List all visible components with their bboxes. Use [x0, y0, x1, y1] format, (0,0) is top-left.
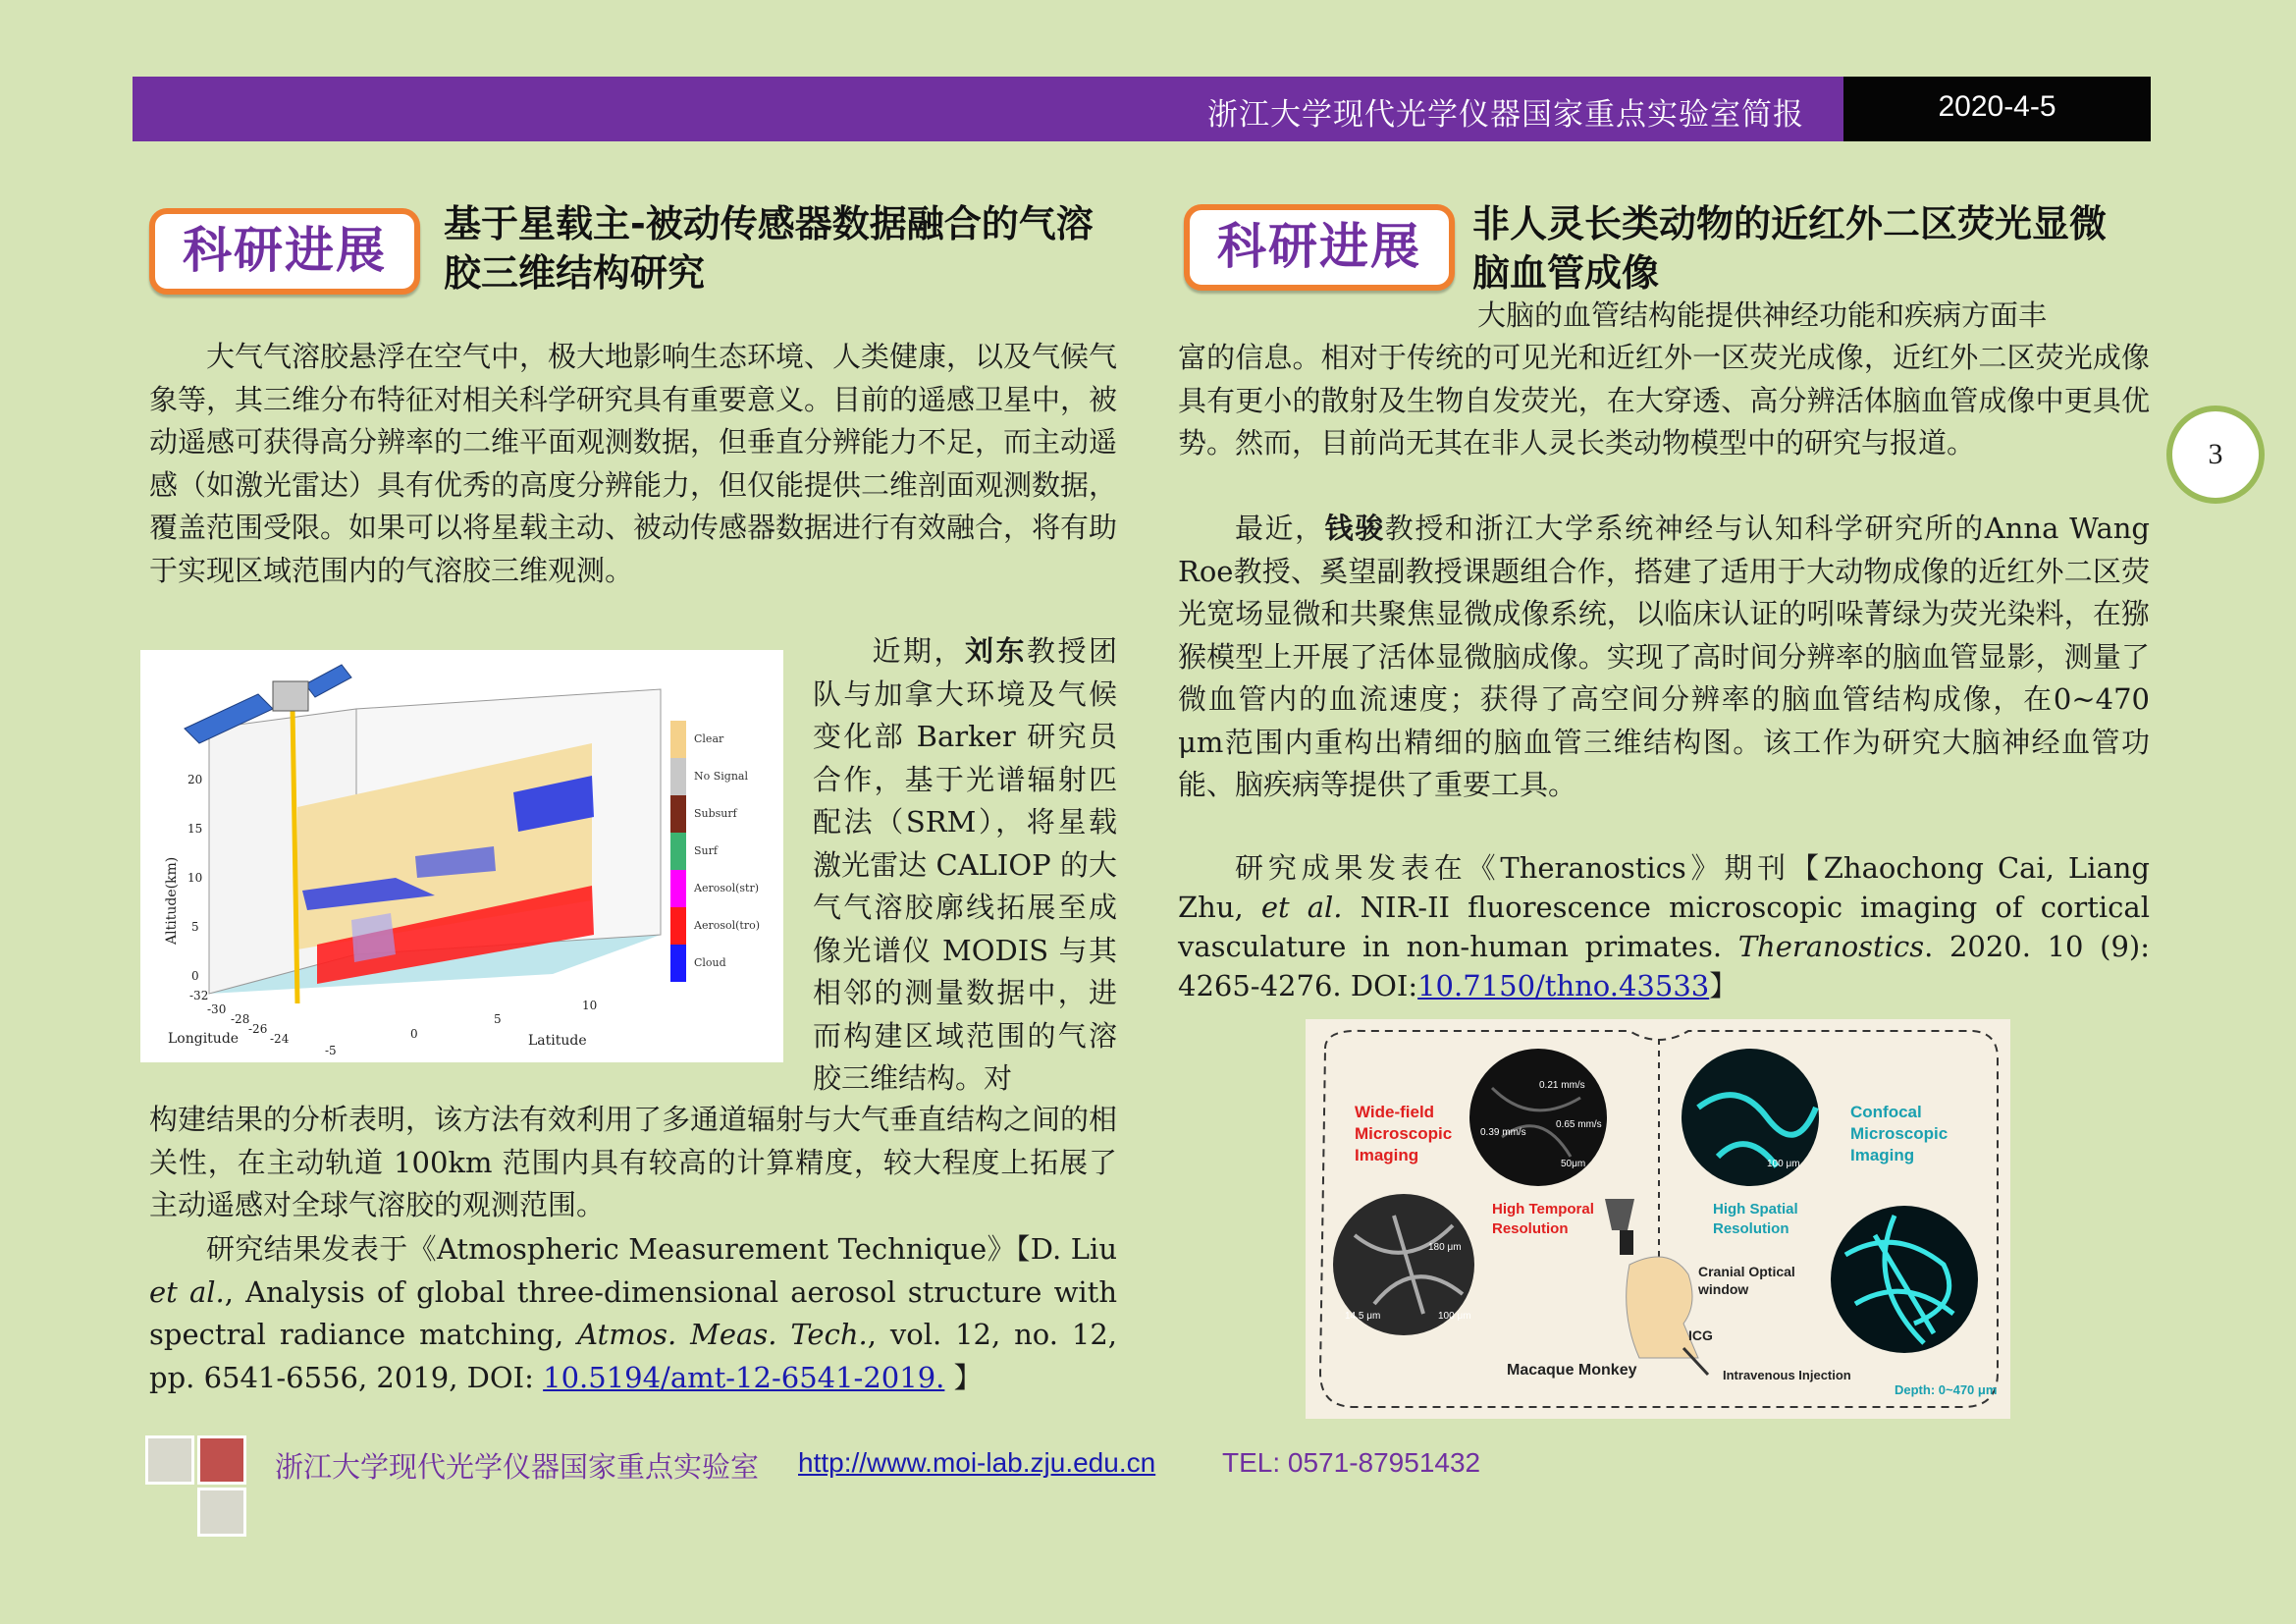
- header-purple-band: [133, 77, 1843, 141]
- confocal-label-1: Confocal: [1850, 1103, 1922, 1121]
- left-ref-end: 】: [944, 1360, 983, 1394]
- z-tick: 10: [187, 871, 203, 885]
- z-tick: 0: [191, 969, 199, 983]
- right-article-title: [1472, 199, 2107, 298]
- lat-tick: 5: [494, 1012, 502, 1026]
- header-date: 2020-4-5: [1938, 90, 2056, 123]
- legend-swatch: [670, 945, 686, 982]
- left-para2-pre: 近期，: [870, 634, 965, 668]
- confocal-label-2: Microscopic: [1850, 1124, 1949, 1143]
- left-para1: 大气气溶胶悬浮在空气中，极大地影响生态环境、人类健康，以及气候气象等，其三维分布特征对相关科学研究具有重要意义。目前的遥感卫星中，被动遥感可获得高分辨率的二维平面观测数据，但垂直分辨能力不足，而主动遥感（如激光雷达）具有优秀的高度分辨能力，但仅能提供二维剖面观测数据，覆盖范围受限。如果可以将星载主动、被动传感器数据进行有效融合，将有助于实现区域范围内的气溶胶三维观测。: [149, 340, 1118, 587]
- high-spatial-label-1: High Spatial: [1713, 1201, 1798, 1218]
- left-para2-name: 刘东: [964, 634, 1027, 668]
- legend-colorbar: [670, 721, 760, 982]
- monkey-head: [1627, 1257, 1698, 1358]
- y-axis-label: Altitude(km): [164, 856, 180, 945]
- injection-label: Intravenous Injection: [1723, 1368, 1851, 1382]
- right-para1-rest: 富的信息。相对于传统的可见光和近红外一区荧光成像，近红外二区荧光成像具有更小的散射及生物自发荧光，在大穿透、高分辨活体脑血管成像中更具优势。然而，目前尚无其在非人灵长类动物模型中的研究与报道。: [1178, 341, 2150, 460]
- scale-145: 14.5 μm: [1345, 1311, 1381, 1322]
- left-article-title: [444, 199, 1094, 298]
- right-ref-journal: Theranostics: [1737, 930, 1925, 963]
- cranial-label-1: Cranial Optical: [1698, 1264, 1795, 1279]
- lon-tick: -26: [248, 1022, 268, 1036]
- lon-tick: -32: [189, 989, 209, 1002]
- cranial-label-2: window: [1698, 1281, 1749, 1297]
- lon-tick: -24: [270, 1032, 290, 1046]
- nir-imaging-figure: [1306, 1019, 2010, 1419]
- icg-label: ICG: [1688, 1327, 1713, 1343]
- right-ref-mid: NIR-II fluorescence microscopic imaging of cortical vasculature in non-human primates.: [1178, 891, 2150, 963]
- scale-50: 50μm: [1561, 1159, 1586, 1169]
- left-title-line1: 基于星载主-被动传感器数据融合的气溶: [444, 202, 1094, 245]
- right-para2-pre: 最近，: [1235, 512, 1325, 545]
- left-para2-side-text: 教授团队与加拿大环境及气候变化部 Barker 研究员合作，基于光谱辐射匹配法（SRM），将星载激光雷达 CALIOP 的大气气溶胶廓线拓展至成像光谱仪 MODIS 与其相邻的测量数据中，进而构建区域范围的气溶胶三维结构。对: [813, 634, 1117, 1095]
- aerosol-3d-figure: [140, 650, 783, 1062]
- legend-swatch: [670, 758, 686, 795]
- speed-label-3: 0.65 mm/s: [1556, 1119, 1602, 1130]
- right-para2-post: 教授和浙江大学系统神经与认知科学研究所的Anna Wang Roe教授、奚望副教授课题组合作，搭建了适用于大动物成像的近红外二区荧光宽场显微和共聚焦显微成像系统，以临床认证的吲哚菁绿为荧光染料，在猕猴模型上开展了活体显微脑成像。实现了高时间分辨率的脑血管显影，测量了微血管内的血流速度；获得了高空间分辨率的脑血管结构成像，在0~470 μm范围内重构出精细的脑血管三维结构图。该工作为研究大脑神经血管功能、脑疾病等提供了重要工具。: [1178, 512, 2150, 801]
- footer-url-link[interactable]: http://www.moi-lab.zju.edu.cn: [798, 1447, 1156, 1478]
- curtain-mix: [351, 913, 396, 962]
- right-ref-post: . 2020. 10 (9): 4265-4276. DOI:: [1178, 930, 2150, 1002]
- legend-label: No Signal: [694, 770, 748, 783]
- left-ref-post: , vol. 12, no. 12, pp. 6541-6556, 2019, DOI:: [149, 1318, 1118, 1394]
- lon-tick: -28: [231, 1012, 250, 1026]
- widefield-label-3: Imaging: [1355, 1146, 1419, 1164]
- right-section-badge: 科研进展: [1184, 204, 1455, 291]
- high-temporal-label-1: High Temporal: [1492, 1201, 1594, 1218]
- aerosol-3d-plot: [140, 650, 783, 1062]
- z-tick: 15: [187, 822, 203, 836]
- speed-label-1: 0.21 mm/s: [1539, 1080, 1585, 1091]
- lon-tick: -30: [207, 1002, 227, 1016]
- left-section-badge: 科研进展: [149, 208, 420, 295]
- legend-label: Aerosol(str): [694, 882, 760, 894]
- legend-swatch: [670, 721, 686, 758]
- left-ref-doi-link[interactable]: 10.5194/amt-12-6541-2019.: [543, 1360, 945, 1394]
- legend-label: Cloud: [694, 956, 726, 969]
- left-ref-journal: Atmos. Meas. Tech.: [577, 1318, 868, 1351]
- legend-label: Clear: [694, 732, 724, 745]
- satellite-panel-right: [305, 665, 351, 697]
- lat-tick: 10: [582, 999, 598, 1012]
- left-ref-mid: , Analysis of global three-dimensional aerosol structure with spectral radiance matching,: [149, 1274, 1117, 1351]
- footer-square-1: [145, 1435, 194, 1485]
- lat-tick: 0: [410, 1027, 418, 1041]
- right-reference: [1178, 848, 2150, 1005]
- right-ref-pre: 研究成果发表在《Theranostics》期刊【Zhaochong Cai, Liang Zhu,: [1178, 851, 2150, 924]
- x-axis-label-left: Longitude: [168, 1031, 240, 1047]
- left-title-line2: 胶三维结构研究: [444, 251, 706, 295]
- header-date-band: [1843, 77, 2151, 141]
- legend-label: Subsurf: [694, 807, 737, 820]
- high-temporal-label-2: Resolution: [1492, 1220, 1569, 1237]
- speed-label-2: 0.39 mm/s: [1480, 1127, 1526, 1138]
- right-para2: [1178, 508, 2150, 807]
- left-reference: [149, 1228, 1117, 1399]
- legend-swatch: [670, 907, 686, 945]
- depth-label: Depth: 0~470 μm: [1895, 1382, 1998, 1397]
- z-tick: 20: [187, 773, 203, 786]
- lat-tick: -5: [325, 1044, 337, 1057]
- widefield-label-1: Wide-field: [1355, 1103, 1435, 1121]
- right-title-line2: 脑血管成像: [1472, 251, 1660, 295]
- satellite-body: [273, 681, 308, 711]
- nir-imaging-diagram: [1306, 1019, 2010, 1419]
- right-ref-doi-link[interactable]: 10.7150/thno.43533: [1417, 969, 1710, 1002]
- monkey-label: Macaque Monkey: [1507, 1362, 1637, 1379]
- legend-swatch: [670, 833, 686, 870]
- header-bar: [133, 77, 2151, 141]
- footer-tel: TEL: 0571-87951432: [1222, 1447, 1481, 1478]
- z-tick: 5: [191, 920, 199, 934]
- scale-100: 100 μm: [1767, 1159, 1800, 1169]
- objective-lens: [1620, 1230, 1633, 1255]
- legend-label: Surf: [694, 844, 718, 857]
- right-title-line1: 非人灵长类动物的近红外二区荧光显微: [1472, 202, 2108, 245]
- high-spatial-label-2: Resolution: [1713, 1220, 1789, 1237]
- legend-swatch: [670, 795, 686, 833]
- widefield-label-2: Microscopic: [1355, 1124, 1453, 1143]
- footer-square-3: [197, 1488, 246, 1537]
- confocal-label-3: Imaging: [1850, 1146, 1915, 1164]
- right-para2-name: 钱骏: [1324, 512, 1385, 545]
- footer-square-2: [197, 1435, 246, 1485]
- x-axis-label-right: Latitude: [528, 1033, 587, 1049]
- right-ref-end: 】: [1709, 969, 1738, 1002]
- left-ref-pre: 研究结果发表于《Atmospheric Measurement Technique》【D. Liu: [206, 1232, 1117, 1266]
- footer-lab-name: 浙江大学现代光学仪器国家重点实验室: [275, 1450, 760, 1484]
- left-para2-side: [813, 630, 1117, 1101]
- confocal-3d-image: [1831, 1206, 1978, 1353]
- right-ref-etal: et al.: [1260, 891, 1343, 924]
- right-para1-first: 大脑的血管结构能提供神经功能和疾病方面丰: [1477, 298, 2048, 332]
- microscope-objective: [1605, 1199, 1634, 1230]
- left-para2-rest: 构建结果的分析表明，该方法有效利用了多通道辐射与大气垂直结构之间的相关性，在主动轨道 100km 范围内具有较高的计算精度，较大程度上拓展了主动遥感对全球气溶胶的观测范围。: [149, 1103, 1118, 1221]
- scale-100b: 100 μm: [1438, 1311, 1471, 1322]
- legend-label: Aerosol(tro): [694, 919, 761, 932]
- header-title: 浙江大学现代光学仪器国家重点实验室简报: [1207, 97, 1804, 133]
- left-ref-etal: et al.: [149, 1274, 225, 1309]
- widefield-vessel-image: [1469, 1049, 1607, 1186]
- page-number: 3: [2166, 406, 2265, 504]
- scale-180: 180 μm: [1428, 1242, 1462, 1253]
- legend-swatch: [670, 870, 686, 907]
